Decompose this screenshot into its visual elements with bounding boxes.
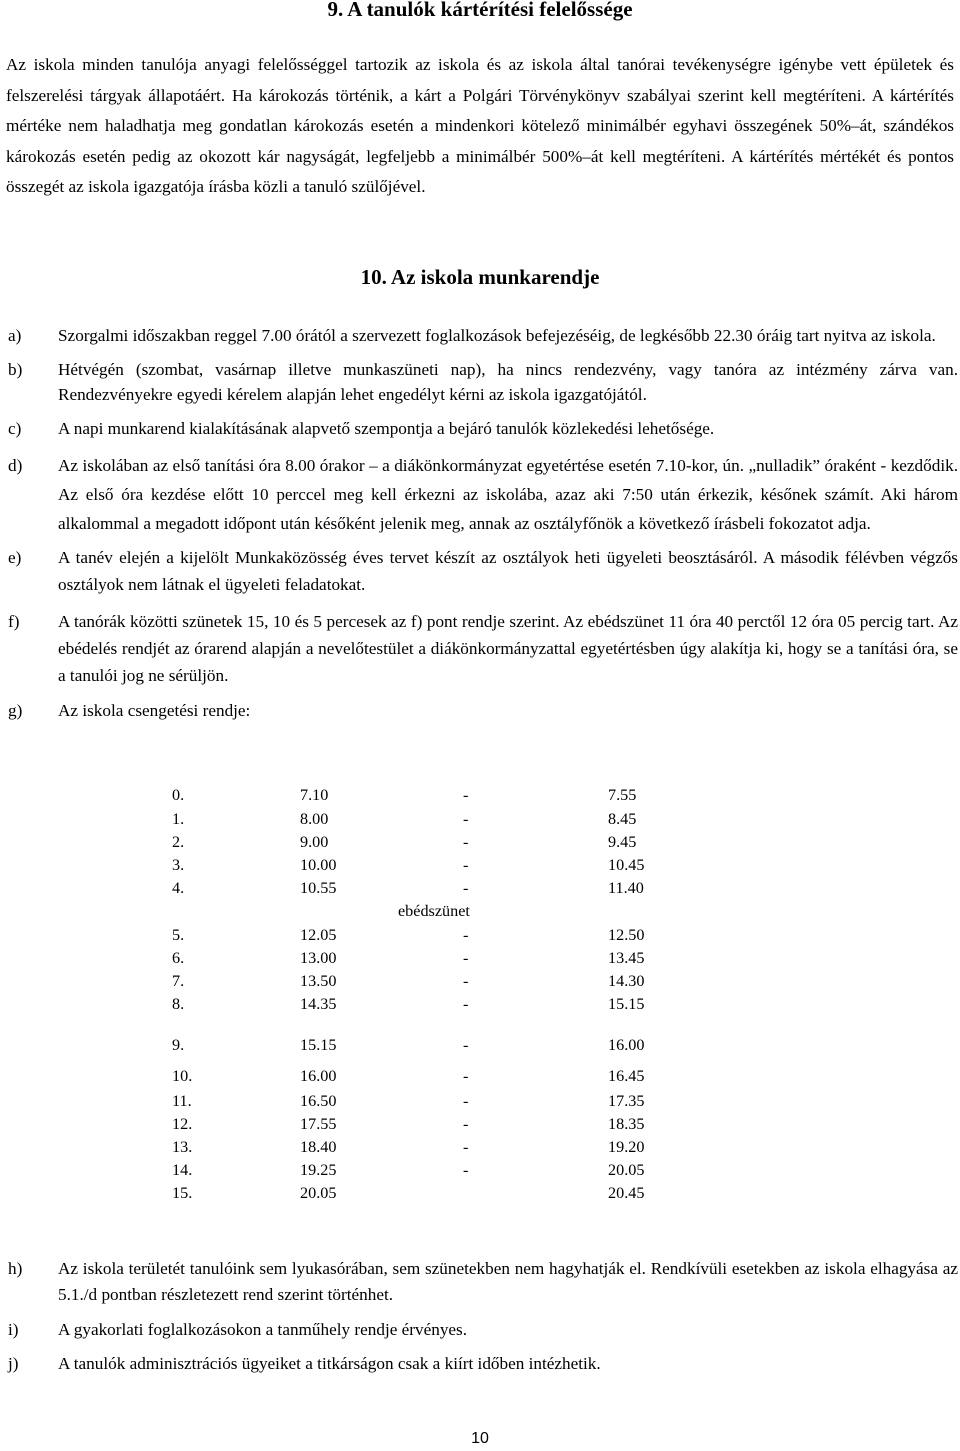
period-separator: - xyxy=(463,1161,469,1179)
schedule-row xyxy=(0,1161,960,1183)
schedule-row xyxy=(0,786,960,808)
period-end: 15.15 xyxy=(608,995,645,1013)
period-end: 14.30 xyxy=(608,972,645,990)
period-start: 14.35 xyxy=(300,995,337,1013)
period-end: 19.20 xyxy=(608,1138,645,1156)
period-number: 2. xyxy=(172,833,185,851)
period-start: 13.50 xyxy=(300,972,337,990)
period-number: 1. xyxy=(172,810,185,828)
list-text: A tanév elején a kijelölt Munkaközösség éves tervet készít az osztályok heti ügyeleti beosztásáról. A második félévben végzős osztályok nem látnak el ügyeleti feladatokat. xyxy=(58,548,958,594)
period-start: 10.55 xyxy=(300,879,337,897)
period-start: 7.10 xyxy=(300,786,329,804)
list-text: Az iskola területét tanulóink sem lyukasórában, sem szünetekben nem hagyhatják el. Rendkívüli esetekben az iskola elhagyása az 5.1./d pontban részletezett rend szerint történhet. xyxy=(58,1259,958,1304)
period-separator: - xyxy=(463,810,469,828)
period-end: 11.40 xyxy=(608,879,644,897)
period-end: 20.45 xyxy=(608,1184,645,1202)
period-separator: - xyxy=(463,833,469,851)
list-marker: b) xyxy=(8,360,23,379)
list-marker: d) xyxy=(8,456,23,475)
period-number: 3. xyxy=(172,856,185,874)
period-number: 13. xyxy=(172,1138,193,1156)
period-separator: - xyxy=(463,856,469,874)
period-separator: - xyxy=(463,1036,469,1054)
list-text: Az iskolában az első tanítási óra 8.00 órakor – a diákönkormányzat egyetértése esetén 7.10-kor, ún. „nulladik” óraként - kezdődik. Az első óra kezdése előtt 10 perccel meg kell érkezni az iskolába, azaz aki 7:50 után érkezik, későnek számít. Aki három alkalommal a megadott időpont után későként jelenik meg, annak az osztályfőnök a következő írásbeli fokozatot adja. xyxy=(58,456,958,533)
period-start: 20.05 xyxy=(300,1184,337,1202)
schedule-row xyxy=(0,972,960,994)
schedule-row xyxy=(0,1138,960,1160)
list-marker: f) xyxy=(8,612,20,631)
schedule-row xyxy=(0,1067,960,1089)
period-end: 12.50 xyxy=(608,926,645,944)
period-separator: - xyxy=(463,949,469,967)
period-separator: - xyxy=(463,1067,469,1085)
period-start: 16.00 xyxy=(300,1067,337,1085)
list-marker: a) xyxy=(8,326,22,345)
period-number: 15. xyxy=(172,1184,193,1202)
schedule-row xyxy=(0,1092,960,1114)
period-separator: - xyxy=(463,926,469,944)
list-item-b xyxy=(8,358,958,407)
list-marker: g) xyxy=(8,701,23,720)
list-item-f xyxy=(8,608,958,689)
period-number: 4. xyxy=(172,879,185,897)
period-end: 7.55 xyxy=(608,786,637,804)
list-marker: i) xyxy=(8,1320,19,1339)
period-number: 6. xyxy=(172,949,185,967)
list-text: Szorgalmi időszakban reggel 7.00 órától a szervezett foglalkozások befejezéséig, de legkésőbb 22.30 óráig tart nyitva az iskola. xyxy=(58,326,936,345)
list-item-e xyxy=(8,544,958,598)
period-start: 15.15 xyxy=(300,1036,337,1054)
rules-list-top xyxy=(8,324,958,723)
period-end: 16.00 xyxy=(608,1036,645,1054)
list-marker: h) xyxy=(8,1259,23,1278)
period-number: 12. xyxy=(172,1115,193,1133)
schedule-row xyxy=(0,833,960,855)
schedule-row xyxy=(0,856,960,878)
schedule-row xyxy=(0,1184,960,1206)
period-start: 8.00 xyxy=(300,810,329,828)
period-separator: - xyxy=(463,879,469,897)
period-end: 8.45 xyxy=(608,810,637,828)
schedule-row xyxy=(0,1115,960,1137)
period-start: 13.00 xyxy=(300,949,337,967)
period-start: 10.00 xyxy=(300,856,337,874)
list-item-a xyxy=(8,324,958,348)
list-marker: e) xyxy=(8,548,22,567)
period-number: 14. xyxy=(172,1161,193,1179)
list-marker: c) xyxy=(8,419,22,438)
section-9-title: 9. A tanulók kártérítési felelőssége xyxy=(327,0,633,21)
period-start: 16.50 xyxy=(300,1092,337,1110)
schedule-row xyxy=(0,810,960,832)
list-text: A gyakorlati foglalkozásokon a tanműhely rendje érvényes. xyxy=(58,1320,468,1339)
schedule-row xyxy=(0,926,960,948)
list-item-d xyxy=(8,451,958,538)
list-item-j xyxy=(8,1352,958,1376)
list-item-i xyxy=(8,1318,958,1342)
period-end: 13.45 xyxy=(608,949,645,967)
list-text: A tanórák közötti szünetek 15, 10 és 5 percesek az f) pont rendje szerint. Az ebédszünet 11 óra 40 perctől 12 óra 05 percig tart. Az ebédelés rendjét az órarend alapján a nevelőtestület a diákönkormányzattal egyetértésben úgy alakítja ki, hogy se a tanítási óra, se a tanulói jog ne sérüljön. xyxy=(58,612,958,685)
section-9-paragraph: Az iskola minden tanulója anyagi felelősséggel tartozik az iskola és az iskola által tanórai tevékenységre igénybe vett épületek és felszerelési tárgyak állapotáért. Ha károkozás történik, a kárt a Polgári Törvénykönyv szabályai szerint kell megtéríteni. A kártérítés mértéke nem haladhatja meg gondatlan károkozás esetén a mindenkori kötelező minimálbér egyhavi összegének 50%–át, szándékos károkozás esetén pedig az okozott kár nagyságát, legfeljebb a minimálbér 500%–át kell megtéríteni. A kártérítés mértékét és pontos összegét az iskola igazgatója írásba közli a tanuló szülőjével. xyxy=(6,55,954,196)
list-text: Hétvégén (szombat, vasárnap illetve munkaszüneti nap), ha nincs rendezvény, vagy tanóra az intézmény zárva van. Rendezvényekre egyedi kérelem alapján lehet engedélyt kérni az iskola igazgatójától. xyxy=(58,360,958,404)
period-end: 18.35 xyxy=(608,1115,645,1133)
list-text: A tanulók adminisztrációs ügyeiket a titkárságon csak a kiírt időben intézhetik. xyxy=(58,1354,601,1373)
period-separator: - xyxy=(463,995,469,1013)
period-separator: - xyxy=(463,1138,469,1156)
list-item-h xyxy=(8,1256,958,1307)
list-text: Az iskola csengetési rendje: xyxy=(58,701,251,720)
schedule-row xyxy=(0,995,960,1017)
period-number: 10. xyxy=(172,1067,193,1085)
lunch-break-label: ebédszünet xyxy=(398,902,470,920)
period-number: 9. xyxy=(172,1036,185,1054)
lunch-break-row xyxy=(0,902,960,924)
list-item-c xyxy=(8,417,958,441)
period-end: 10.45 xyxy=(608,856,645,874)
schedule-row xyxy=(0,1036,960,1058)
section-10-title: 10. Az iskola munkarendje xyxy=(360,265,600,289)
period-end: 20.05 xyxy=(608,1161,645,1179)
period-number: 5. xyxy=(172,926,185,944)
schedule-row xyxy=(0,879,960,901)
list-marker: j) xyxy=(8,1354,19,1373)
period-start: 18.40 xyxy=(300,1138,337,1156)
period-end: 16.45 xyxy=(608,1067,645,1085)
period-number: 8. xyxy=(172,995,185,1013)
period-start: 12.05 xyxy=(300,926,337,944)
period-start: 9.00 xyxy=(300,833,329,851)
period-number: 7. xyxy=(172,972,185,990)
rules-list-bottom xyxy=(8,1256,958,1376)
period-separator: - xyxy=(463,972,469,990)
period-separator: - xyxy=(463,1092,469,1110)
period-start: 17.55 xyxy=(300,1115,337,1133)
period-separator: - xyxy=(463,786,469,804)
list-text: A napi munkarend kialakításának alapvető szempontja a bejáró tanulók közlekedési lehetősége. xyxy=(58,419,715,438)
period-end: 9.45 xyxy=(608,833,637,851)
period-separator: - xyxy=(463,1115,469,1133)
period-end: 17.35 xyxy=(608,1092,645,1110)
period-start: 19.25 xyxy=(300,1161,337,1179)
schedule-row xyxy=(0,949,960,971)
period-number: 11. xyxy=(172,1092,192,1110)
period-number: 0. xyxy=(172,786,185,804)
page-number: 10 xyxy=(471,1430,489,1447)
list-item-g xyxy=(8,699,958,723)
